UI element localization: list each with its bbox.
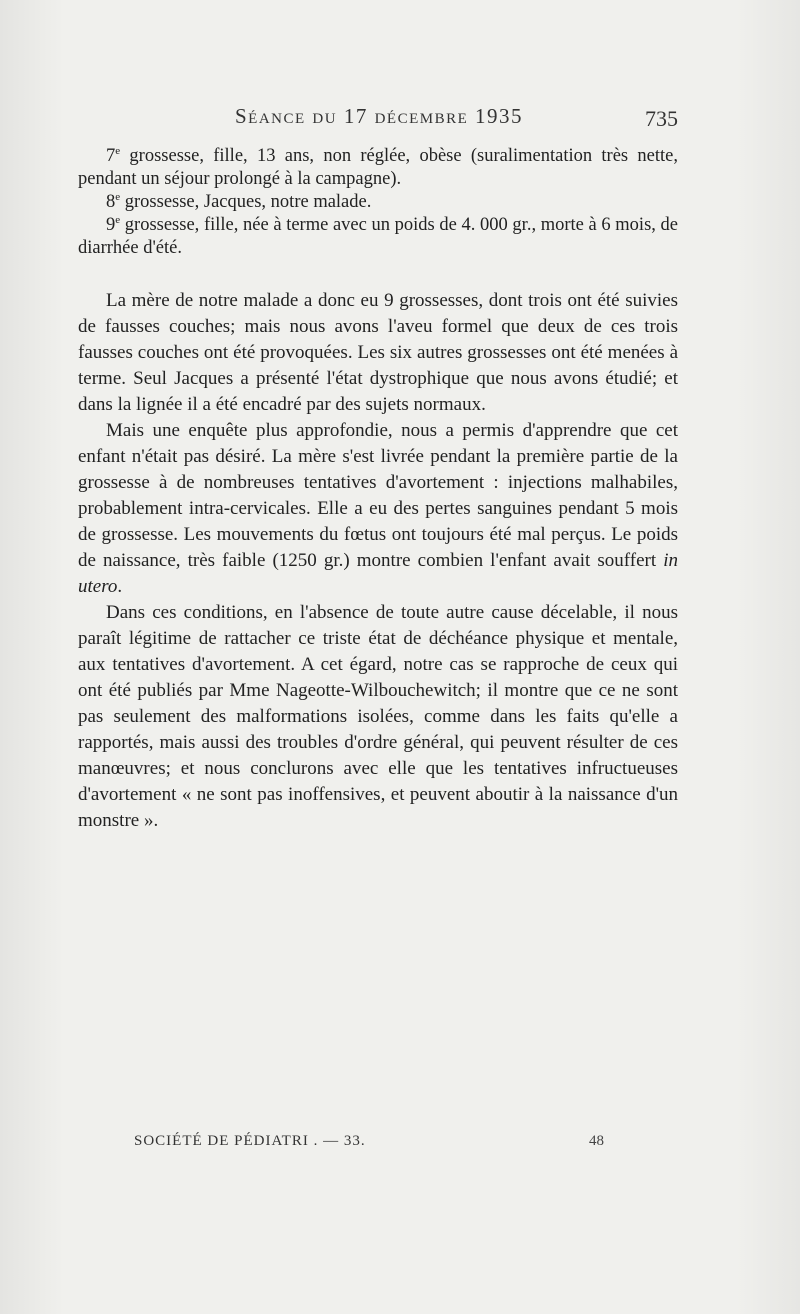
pregnancy-list <box>78 145 678 260</box>
list-item: 7e grossesse, fille, 13 ans, non réglée, obèse (suralimentation très nette, pendant un séjour prolongé à la campagne). <box>78 145 678 189</box>
page-body <box>78 145 678 834</box>
paragraph-inquiry: Mais une enquête plus approfondie, nous a permis d'apprendre que cet enfant n'était pas désiré. La mère s'est livrée pendant la première partie de la grossesse à de nombreuses tentatives d'avortement : injections malhabiles, probablement intra-cervicales. Elle a eu des pertes sanguines pendant 5 mois de grossesse. Les mouvements du fœtus ont toujours été mal perçus. Le poids de naissance, très faible (1250 gr.) montre combien l'enfant avait souffert in utero. <box>78 420 678 597</box>
page-header <box>80 104 678 134</box>
signature-mark: SOCIÉTÉ DE PÉDIATRI . — 33. <box>134 1133 366 1149</box>
paragraph-conclusion: Dans ces conditions, en l'absence de toute autre cause décelable, il nous paraît légitime de rattacher ce triste état de déchéance physique et mentale, aux tentatives d'avortement. A cet égard, notre cas se rapproche de ceux qui ont été publiés par Mme Nageotte-Wilbouchewitch; il montre que ce ne sont pas seulement des malformations isolées, comme dans les faits qu'elle a rapportés, mais aussi des troubles d'ordre général, qui peuvent résulter de ces manœuvres; et nous conclurons avec elle que les tentatives infructueuses d'avortement « ne sont pas inoffensives, et peuvent aboutir à la naissance d'un monstre ». <box>78 602 678 831</box>
list-item: 8e grossesse, Jacques, notre malade. <box>106 191 372 212</box>
ordinal-number: 7 <box>106 146 116 166</box>
running-head: Séance du 17 décembre 1935 <box>234 104 523 128</box>
list-item-text: grossesse, Jacques, notre malade. <box>120 192 372 212</box>
page-footer <box>134 1133 604 1157</box>
sheet-number: 48 <box>589 1133 604 1149</box>
list-item-text: grossesse, fille, 13 ans, non réglée, obèse (suralimentation très nette, pendant un séjour prolongé à la campagne). <box>78 146 678 189</box>
paragraph-pregnancies: La mère de notre malade a donc eu 9 grossesses, dont trois ont été suivies de fausses couches; mais nous avons l'aveu formel que deux de ces trois fausses couches ont été provoquées. Les six autres grossesses ont été menées à terme. Seul Jacques a présenté l'état dystrophique que nous avons étudié; et dans la lignée il a été encadré par des sujets normaux. <box>78 290 678 415</box>
list-item: 9e grossesse, fille, née à terme avec un poids de 4. 000 gr., morte à 6 mois, de diarrhée d'été. <box>78 214 678 258</box>
ordinal-number: 9 <box>106 215 116 235</box>
list-item-text: grossesse, fille, née à terme avec un poids de 4. 000 gr., morte à 6 mois, de diarrhée d'été. <box>78 215 678 258</box>
paragraph-text: Mais une enquête plus approfondie, nous a permis d'apprendre que cet enfant n'était pas désiré. La mère s'est livrée pendant la première partie de la grossesse à de nombreuses tentatives d'avortement : injections malhabiles, probablement intra-cervicales. Elle a eu des pertes sanguines pendant 5 mois de grossesse. Les mouvements du fœtus ont toujours été mal perçus. Le poids de naissance, très faible (1250 gr.) montre combien l'enfant avait souffert <box>78 420 678 571</box>
italic-term: in utero <box>78 550 678 597</box>
ordinal-number: 8 <box>106 192 116 212</box>
page-number: 735 <box>645 106 678 131</box>
